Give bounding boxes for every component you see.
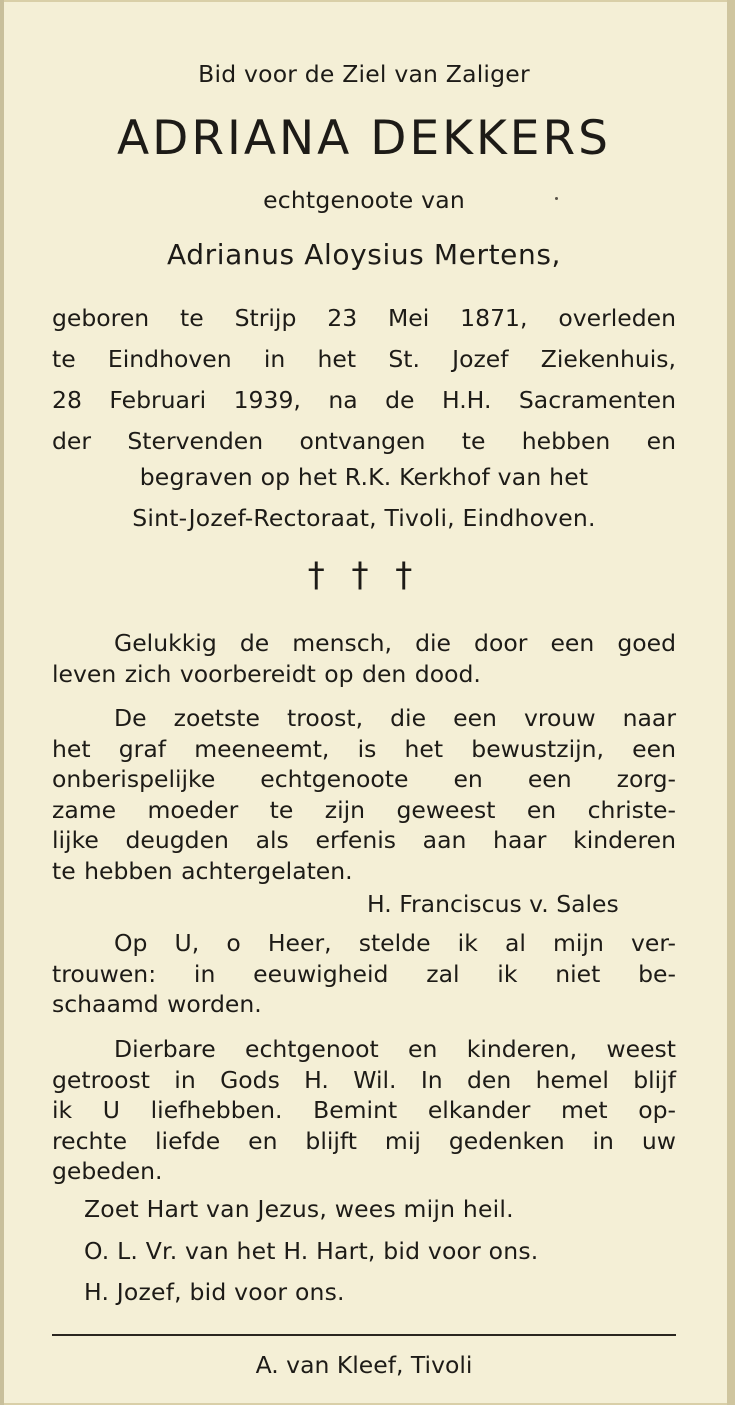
divider-rule bbox=[52, 1334, 676, 1336]
paragraph-line: zame moeder te zijn geweest en christe- bbox=[52, 795, 676, 824]
spouse-name: Adrianus Aloysius Mertens, bbox=[166, 238, 562, 271]
paragraph-line: lijke deugden als erfenis aan haar kinderen bbox=[52, 826, 676, 854]
paragraph-line: gebeden. bbox=[52, 1157, 163, 1185]
deceased-name: ADRIANA DEKKERS bbox=[117, 111, 611, 166]
printer-credit: A. van Kleef, Tivoli bbox=[255, 1351, 473, 1379]
paragraph-1 bbox=[52, 628, 676, 689]
paragraph-line: het graf meeneemt, is het bewustzijn, een bbox=[52, 734, 676, 763]
card-left-edge bbox=[0, 0, 4, 1405]
bio-line: begraven op het R.K. Kerkhof van het bbox=[139, 463, 589, 491]
paragraph-line: onberispelijke echtgenoote en een zorg- bbox=[52, 765, 676, 793]
quote-attribution: H. Franciscus v. Sales bbox=[367, 890, 619, 918]
paragraph-line: leven zich voorbereidt op den dood. bbox=[52, 659, 481, 688]
bio-line: geboren te Strijp 23 Mei 1871, overleden bbox=[52, 304, 676, 332]
paragraph-2 bbox=[52, 703, 676, 886]
paragraph-line: Gelukkig de mensch, die door een goed bbox=[114, 629, 676, 657]
paragraph-line: trouwen: in eeuwigheid zal ik niet be- bbox=[52, 959, 676, 988]
bio-line: te Eindhoven in het St. Jozef Ziekenhuis, bbox=[52, 345, 676, 373]
paragraph-line: De zoetste troost, die een vrouw naar bbox=[114, 704, 676, 732]
prayer-line: H. Jozef, bid voor ons. bbox=[84, 1278, 345, 1306]
paragraph-line: te hebben achtergelaten. bbox=[52, 856, 353, 885]
prayer-line: Zoet Hart van Jezus, wees mijn heil. bbox=[84, 1195, 514, 1223]
spouse-intro: echtgenoote van bbox=[263, 186, 465, 214]
paragraph-line: getroost in Gods H. Wil. In den hemel blijf bbox=[52, 1065, 676, 1094]
prayer-line: O. L. Vr. van het H. Hart, bid voor ons. bbox=[84, 1237, 539, 1265]
bio-line: 28 Februari 1939, na de H.H. Sacramenten bbox=[52, 386, 676, 414]
paragraph-line: Dierbare echtgenoot en kinderen, weest bbox=[114, 1035, 676, 1063]
paragraph-line: schaamd worden. bbox=[52, 990, 262, 1018]
bio-line: Sint-Jozef-Rectoraat, Tivoli, Eindhoven. bbox=[132, 504, 596, 532]
paragraph-line: Op U, o Heer, stelde ik al mijn ver- bbox=[114, 929, 676, 957]
bio-line: der Stervenden ontvangen te hebben en bbox=[52, 427, 676, 455]
paragraph-4 bbox=[52, 1034, 676, 1187]
paragraph-line: ik U liefhebben. Bemint elkander met op- bbox=[52, 1096, 676, 1124]
biography bbox=[52, 298, 676, 462]
prayer-heading: Bid voor de Ziel van Zaliger bbox=[198, 60, 530, 88]
crosses: † † † bbox=[307, 555, 421, 595]
paragraph-line: rechte liefde en blijft mij gedenken in uw bbox=[52, 1126, 676, 1155]
card-right-edge bbox=[727, 0, 735, 1405]
paragraph-3 bbox=[52, 928, 676, 1020]
